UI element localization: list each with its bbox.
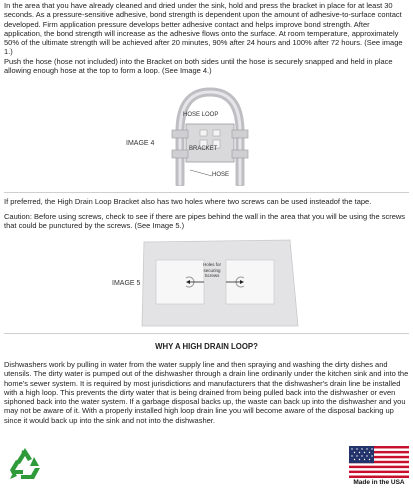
image5-bracket-photo — [140, 238, 300, 328]
image4-label: IMAGE 4 — [126, 140, 155, 147]
hose-label: HOSE — [212, 172, 230, 178]
holes-label: Holes for securing Screws — [202, 262, 221, 278]
divider — [4, 333, 409, 334]
screws-paragraph: If preferred, the High Drain Loop Bracket also has two holes where two screws can be used insteadof the tape. — [4, 197, 372, 206]
image5-label: IMAGE 5 — [112, 280, 141, 287]
hose-paragraph: Push the hose (hose not included) into the Bracket on both sides until the hose is securely snapped and held in place allowing enough hose at the top to form a loop. (See Image 4.) — [4, 57, 393, 76]
us-flag-icon — [349, 446, 409, 478]
bracket-label: BRACKET — [189, 146, 218, 152]
hose-pointer-line — [190, 168, 214, 180]
hose-loop-label: HOSE LOOP — [183, 112, 219, 118]
made-in-usa-label: Made in the USA — [353, 479, 405, 486]
why-heading: WHY A HIGH DRAIN LOOP? — [155, 342, 258, 351]
caution-paragraph: Caution: Before using screws, check to see if there are pipes behind the wall in the area that you will be using the screws that could be punctured by the screws. (See Image 5.) — [4, 212, 406, 231]
divider — [4, 192, 409, 193]
why-paragraph: Dishwashers work by pulling in water from the water supply line and then spraying and washing the dirty dishes and utensils. The dirty water is pumped out of the dishwasher through a drain line ordinarily under the kitchen sink and into the home's sewer system. It is required by most jurisdictions and manufacturers that the dishwasher's drain line be installed with a high loop. This prevents the dirty water that is being drained from being pulled back into the dishwasher or even siphoned back into the water system. If a garbage disposal backs up, the waste can back up into the dishwasher and you may not be aware of it. With a properly installed high loop drain line you will become aware of the disposal backing up since it would back up into the sink and not into the dishwasher. — [4, 360, 409, 425]
recycle-icon — [6, 446, 44, 482]
intro-paragraph: In the area that you have already cleaned and dried under the sink, hold and press the bracket in place for at least 30 seconds. As a pressure-sensitive adhesive, bond strength is dependent upon the amount of adhesive-to-surface contact developed. Firm application pressure develops better adhesive contact and helps improve bond strength. After application, the bond strength will increase as the adhesive flows onto the surface. At room temperature, approximately 50% of the ultimate strength will be achieved after 20 minutes, 90% after 24 hours and 100% after 72 hours. (See image 1.) — [4, 1, 403, 57]
